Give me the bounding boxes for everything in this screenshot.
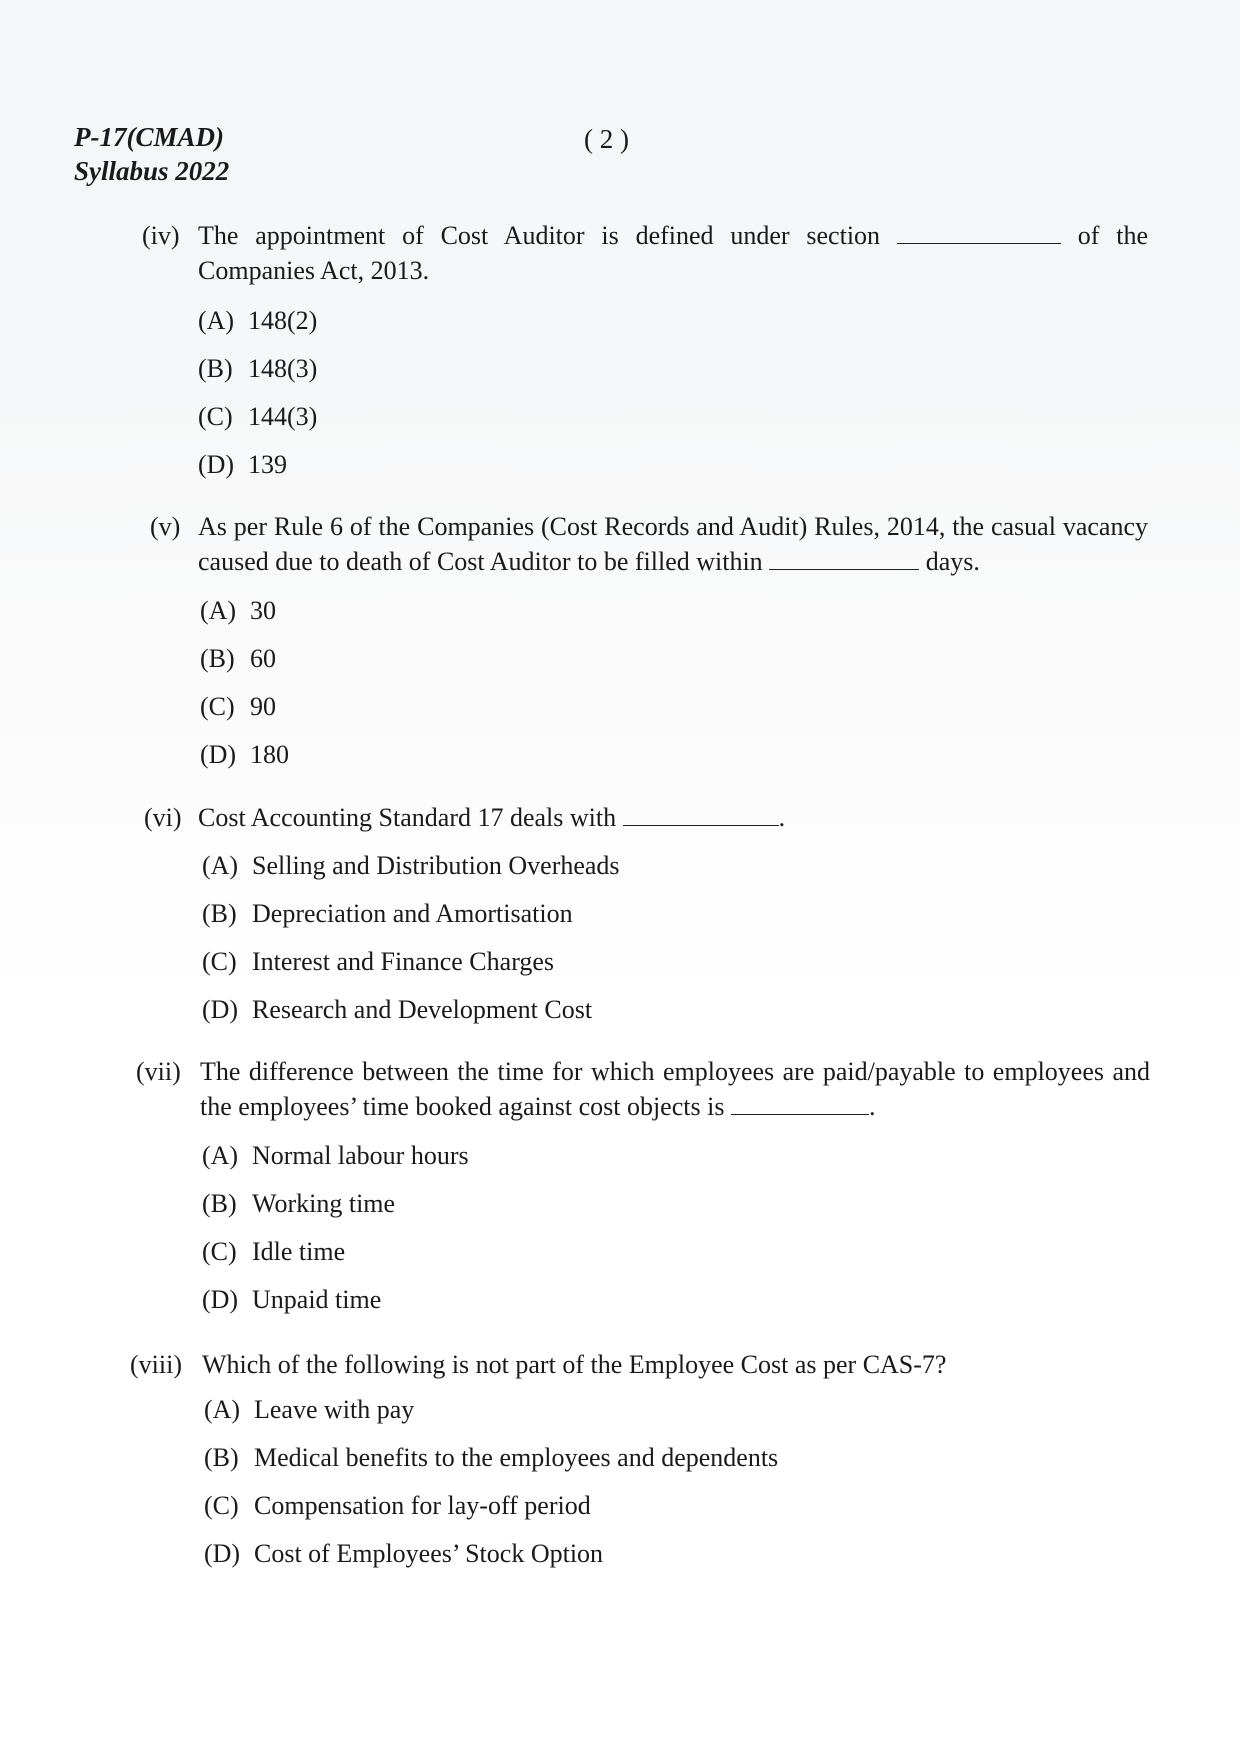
question-text: Cost Accounting Standard 17 deals with . — [198, 803, 786, 832]
syllabus-label: Syllabus 2022 — [74, 156, 230, 186]
option: (C) Compensation for lay-off period — [204, 1491, 591, 1520]
question-text: The difference between the time for which employees are paid/payable to employees and the employees’ time booked against cost objects is . — [200, 1057, 1150, 1121]
option: (C) Interest and Finance Charges — [202, 947, 555, 976]
option: (D) 139 — [198, 450, 287, 479]
page-number: ( 2 ) — [584, 124, 629, 154]
answer-blank — [769, 549, 919, 570]
question-vi — [144, 800, 1148, 835]
question-number: (vi) — [144, 803, 182, 832]
option: (B) Depreciation and Amortisation — [202, 899, 573, 928]
question-number: (v) — [150, 512, 181, 541]
option: (D) Cost of Employees’ Stock Option — [204, 1539, 604, 1568]
option: (C) 90 — [200, 692, 276, 721]
option: (B) Medical benefits to the employees and dependents — [204, 1443, 779, 1472]
question-v — [150, 509, 1148, 579]
answer-blank — [897, 223, 1061, 244]
option: (C) Idle time — [202, 1237, 346, 1266]
option: (B) 148(3) — [198, 354, 318, 383]
question-iv — [142, 218, 1149, 288]
question-vii — [136, 1054, 1150, 1124]
option: (A) Normal labour hours — [202, 1141, 469, 1170]
option: (D) Research and Development Cost — [202, 995, 593, 1024]
option: (D) Unpaid time — [202, 1285, 382, 1314]
answer-blank — [731, 1094, 869, 1115]
option: (A) 148(2) — [198, 306, 318, 335]
question-text: Which of the following is not part of the Employee Cost as per CAS-7? — [202, 1350, 947, 1379]
question-number: (viii) — [130, 1350, 182, 1379]
question-number: (iv) — [142, 221, 180, 250]
question-viii — [130, 1347, 1152, 1382]
question-text: As per Rule 6 of the Companies (Cost Records and Audit) Rules, 2014, the casual vacancy caused due to death of Cost Auditor to be filled within days. — [198, 512, 1148, 576]
option: (A) Selling and Distribution Overheads — [202, 851, 620, 880]
option: (C) 144(3) — [198, 402, 318, 431]
question-text: The appointment of Cost Auditor is defined under section of the Companies Act, 2013. — [198, 221, 1149, 285]
answer-blank — [623, 805, 779, 826]
option: (D) 180 — [200, 740, 289, 769]
option: (A) Leave with pay — [204, 1395, 415, 1424]
question-number: (vii) — [136, 1057, 181, 1086]
paper-code: P-17(CMAD) — [74, 122, 224, 152]
option: (B) Working time — [202, 1189, 396, 1218]
option: (B) 60 — [200, 644, 276, 673]
option: (A) 30 — [200, 596, 276, 625]
